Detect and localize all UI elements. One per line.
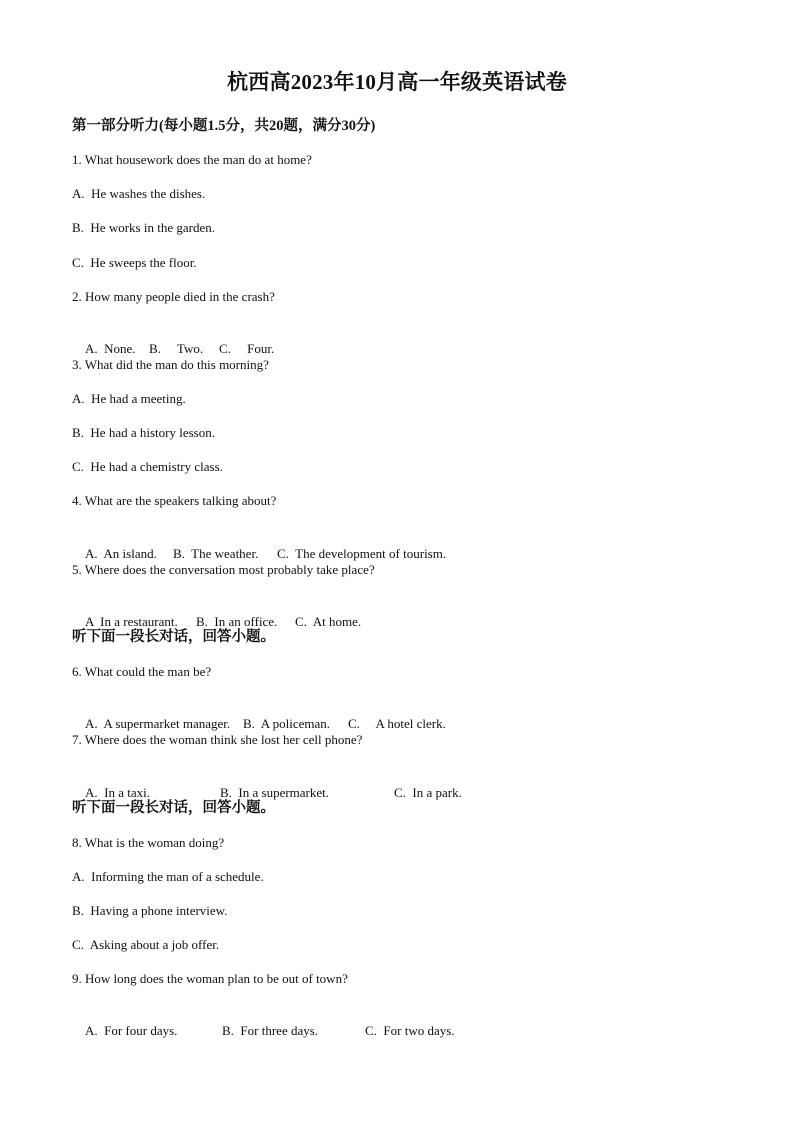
q8-option-b: B. Having a phone interview.	[72, 903, 228, 918]
q9-option-b: B. For three days.	[222, 1023, 319, 1038]
question-1: 1. What housework does the man do at home?	[72, 152, 312, 167]
question-7: 7. Where does the woman think she lost her cell phone?	[72, 732, 363, 747]
q2-option-b: B. Two.	[149, 341, 204, 356]
q9-option-c: C. For two days.	[365, 1023, 455, 1038]
q3-option-a: A. He had a meeting.	[72, 391, 186, 406]
question-8: 8. What is the woman doing?	[72, 835, 225, 850]
question-3: 3. What did the man do this morning?	[72, 357, 269, 372]
instruction-1: 听下面一段长对话，回答小题。	[72, 629, 275, 645]
q7-option-c: C. In a park.	[394, 785, 462, 800]
q7-option-a: A. In a taxi.	[85, 785, 150, 800]
q4-option-c: C. The development of tourism.	[277, 546, 447, 561]
q5-option-b: B. In an office.	[196, 614, 278, 629]
exam-title: 杭西高2023年10月高一年级英语试卷	[227, 70, 567, 94]
question-6: 6. What could the man be?	[72, 664, 212, 679]
question-4: 4. What are the speakers talking about?	[72, 493, 277, 508]
instruction-2: 听下面一段长对话，回答小题。	[72, 800, 275, 816]
q9-option-a: A. For four days.	[85, 1023, 178, 1038]
section-heading: 第一部分听力(每小题1.5分，共20题，满分30分)	[72, 118, 376, 134]
q6-option-b: B. A policeman.	[243, 716, 331, 731]
q6-option-a: A. A supermarket manager.	[85, 716, 231, 731]
q4-option-a: A. An island.	[85, 546, 157, 561]
q7-option-b: B. In a supermarket.	[220, 785, 330, 800]
q1-option-c: C. He sweeps the floor.	[72, 255, 197, 270]
q8-option-c: C. Asking about a job offer.	[72, 937, 220, 952]
q5-option-c: C. At home.	[295, 614, 362, 629]
question-5: 5. Where does the conversation most probably take place?	[72, 562, 375, 577]
q1-option-b: B. He works in the garden.	[72, 220, 215, 235]
q9-options	[72, 1004, 455, 1058]
q8-option-a: A. Informing the man of a schedule.	[72, 869, 264, 884]
q3-option-c: C. He had a chemistry class.	[72, 459, 223, 474]
q3-option-b: B. He had a history lesson.	[72, 425, 215, 440]
q1-option-a: A. He washes the dishes.	[72, 186, 206, 201]
q4-option-b: B. The weather.	[173, 546, 259, 561]
q6-option-c: C. A hotel clerk.	[348, 716, 446, 731]
question-9: 9. How long does the woman plan to be out of town?	[72, 971, 348, 986]
q2-option-c: C. Four.	[219, 341, 275, 356]
q2-option-a: A. None.	[85, 341, 136, 356]
question-2: 2. How many people died in the crash?	[72, 289, 275, 304]
q5-option-a: A In a restaurant.	[85, 614, 178, 629]
